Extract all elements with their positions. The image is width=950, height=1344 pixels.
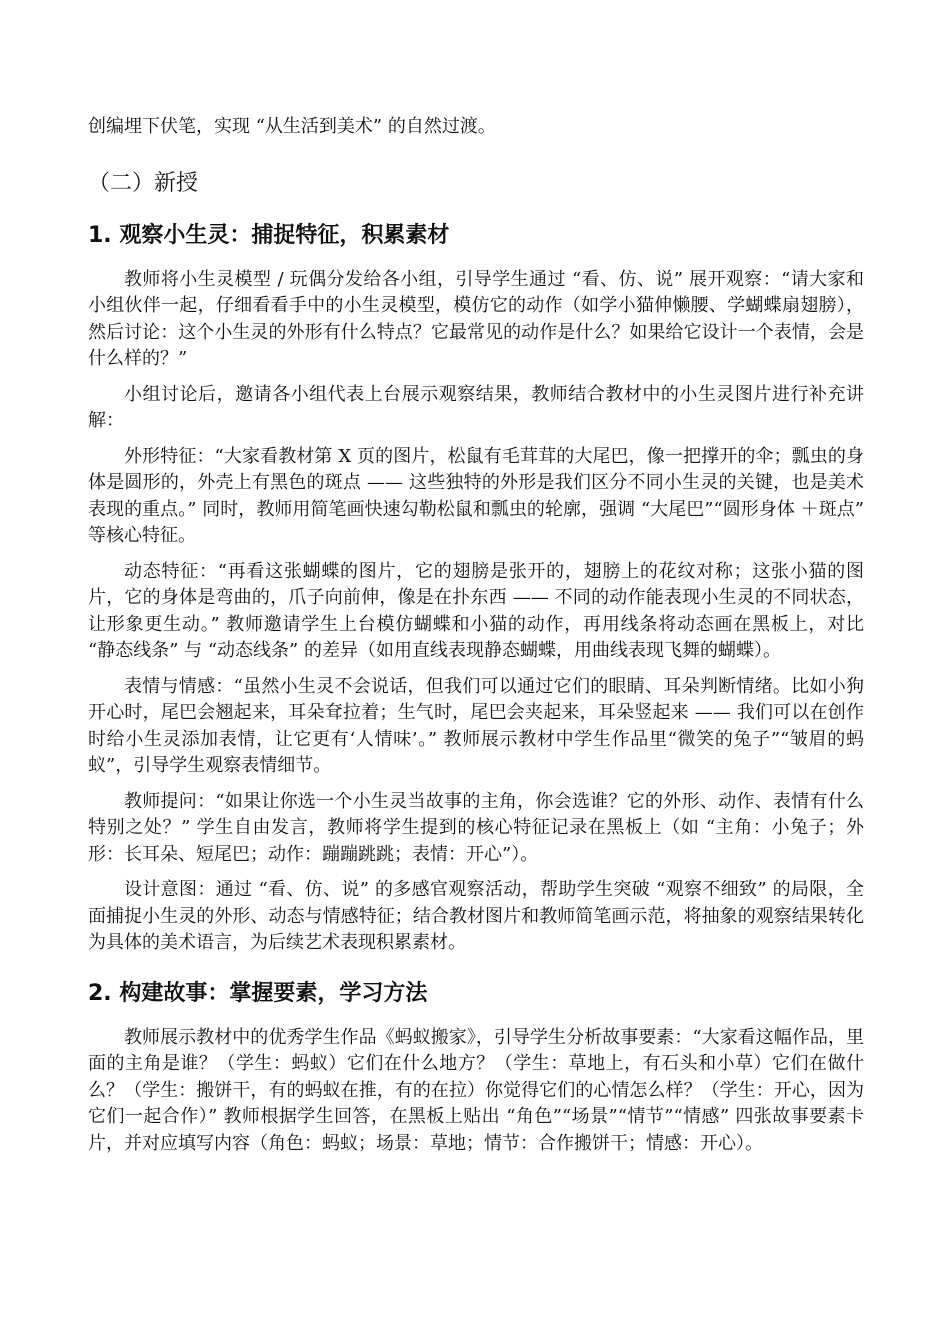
subsection-2-title: 2. 构建故事：掌握要素，学习方法: [88, 980, 428, 1006]
paragraph: 外形特征：“大家看教材第 X 页的图片，松鼠有毛茸茸的大尾巴，像一把撑开的伞；瓢虫的身体是圆形的，外壳上有黑色的斑点 —— 这些独特的外形是我们区分不同小生灵的关键，也是美术表现的重点。” 同时，教师用简笔画快速勾勒松鼠和瓢虫的轮廓，强调 “大尾巴”“圆形身体 ＋斑点” 等核心特征。: [88, 445, 864, 546]
subsection-1-title: 1. 观察小生灵：捕捉特征，积累素材: [88, 222, 450, 248]
paragraph: 教师提问：“如果让你选一个小生灵当故事的主角，你会选谁？它的外形、动作、表情有什么特别之处？” 学生自由发言，教师将学生提到的核心特征记录在黑板上（如 “主角：小兔子；外形：长耳朵、短尾巴；动作：蹦蹦跳跳；表情：开心”）。: [88, 790, 864, 865]
paragraph: 教师展示教材中的优秀学生作品《蚂蚁搬家》，引导学生分析故事要素：“大家看这幅作品，里面的主角是谁？（学生：蚂蚁）它们在什么地方？（学生：草地上，有石头和小草）它们在做什么？（学生：搬饼干，有的蚂蚁在推，有的在拉）你觉得它们的心情怎么样？（学生：开心，因为它们一起合作）” 教师根据学生回答，在黑板上贴出 “角色”“场景”“情节”“情感” 四张故事要素卡片，并对应填写内容（角色：蚂蚁；场景：草地；情节：合作搬饼干；情感：开心）。: [88, 1026, 864, 1154]
paragraph: 教师将小生灵模型 / 玩偶分发给各小组，引导学生通过 “看、仿、说” 展开观察：“请大家和小组伙伴一起，仔细看看手中的小生灵模型，模仿它的动作（如学小猫伸懒腰、学蝴蝶扇翅膀），然后讨论：这个小生灵的外形有什么特点？它最常见的动作是什么？如果给它设计一个表情，会是什么样的？”: [88, 268, 864, 369]
paragraph: 小组讨论后，邀请各小组代表上台展示观察结果，教师结合教材中的小生灵图片进行补充讲解：: [88, 383, 864, 431]
document-page: [88, 114, 864, 1166]
section-heading: （二）新授: [88, 170, 199, 196]
design-intent-paragraph: 设计意图：通过 “看、仿、说” 的多感官观察活动，帮助学生突破 “观察不细致” 的局限，全面捕捉小生灵的外形、动态与情感特征；结合教材图片和教师简笔画示范，将抽象的观察结果转化为具体的美术语言，为后续艺术表现积累素材。: [88, 879, 864, 953]
paragraph: 表情与情感：“虽然小生灵不会说话，但我们可以通过它们的眼睛、耳朵判断情绪。比如小狗开心时，尾巴会翘起来，耳朵耷拉着；生气时，尾巴会夹起来，耳朵竖起来 —— 我们可以在创作时给小生灵添加表情，让它更有‘人情味’。” 教师展示教材中学生作品里“微笑的兔子”“皱眉的蚂蚁”，引导学生观察表情细节。: [88, 675, 864, 776]
paragraph: 动态特征：“再看这张蝴蝶的图片，它的翅膀是张开的，翅膀上的花纹对称；这张小猫的图片，它的身体是弯曲的，爪子向前伸，像是在扑东西 —— 不同的动作能表现小生灵的不同状态，让形象更生动。” 教师邀请学生上台模仿蝴蝶和小猫的动作，再用线条将动态画在黑板上，对比 “静态线条” 与 “动态线条” 的差异（如用直线表现静态蝴蝶，用曲线表现飞舞的蝴蝶）。: [88, 560, 864, 661]
lead-paragraph: 创编埋下伏笔，实现 “从生活到美术” 的自然过渡。: [88, 116, 496, 137]
